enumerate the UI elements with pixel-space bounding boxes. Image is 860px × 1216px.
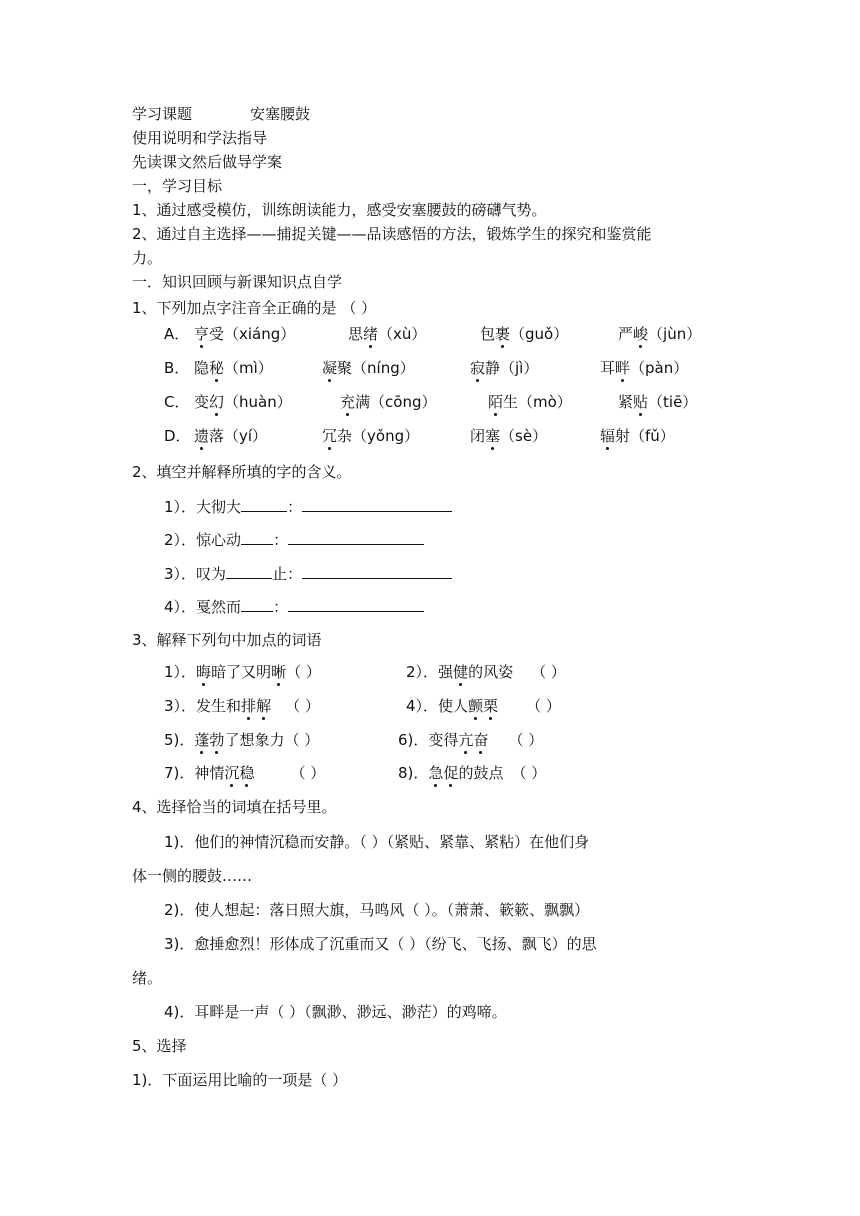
q1-a-item-4: 严峻（jùn）	[618, 325, 702, 343]
q4-item-2: 2)．使人想起：落日照大旗，马鸣风（ ）。（萧萧、簌簌、飘飘）	[164, 901, 590, 919]
q1-a-item-2: 思绪（xù）	[348, 325, 427, 343]
q1-b-item-3: 寂静（jì）	[470, 359, 539, 377]
lesson-title-label: 学习课题	[132, 105, 193, 123]
q1-a-item-3: 包裹（guǒ）	[480, 325, 569, 343]
q4-item-1-line-b: 体一侧的腰鼓……	[132, 867, 253, 885]
explanation-blank[interactable]	[288, 597, 424, 612]
objective-2-line-a: 2、通过自主选择——捕捉关键——品读感悟的方法，锻炼学生的探究和鉴赏能	[132, 225, 652, 243]
q1-option-d	[164, 426, 191, 446]
objectives-heading: 一，学习目标	[132, 177, 223, 195]
explanation-blank[interactable]	[288, 530, 424, 545]
objective-2-line-b: 力。	[132, 249, 163, 267]
q1-d-item-1: 遗落（yí）	[194, 427, 268, 445]
fill-blank[interactable]	[241, 497, 287, 512]
q4-item-3-line-a: 3)．愈捶愈烈！形体成了沉重而又（ ）（纷飞、飞扬、飘飞）的思	[164, 935, 597, 953]
q3-item-7: 7)．神情沉稳 （ ）	[164, 764, 326, 782]
q1-c-item-1: 变幻（huàn）	[194, 393, 292, 411]
fill-blank[interactable]	[241, 530, 273, 545]
lesson-title-line	[132, 104, 310, 124]
question-2-stem: 2、填空并解释所填的字的含义。	[132, 463, 352, 481]
q3-item-6: 6)．变得亢奋 （ ）	[398, 731, 544, 749]
question-5-stem: 5、选择	[132, 1037, 187, 1055]
q1-b-item-1: 隐秘（mì）	[194, 359, 273, 377]
q3-item-4: 4）．使人颤栗 （ ）	[406, 697, 561, 715]
lesson-title-value: 安塞腰鼓	[250, 105, 311, 123]
q4-item-3-line-b: 绪。	[132, 969, 163, 987]
q1-c-item-3: 陌生（mò）	[488, 393, 572, 411]
q3-item-5: 5)．蓬勃了想象力（ ）	[164, 731, 320, 749]
option-label: D．	[164, 427, 191, 445]
option-label: A．	[164, 325, 190, 343]
fill-blank[interactable]	[226, 564, 272, 579]
q4-item-1-line-a: 1)．他们的神情沉稳而安静。（ ）（紧贴、紧靠、紧粘）在他们身	[164, 833, 590, 851]
fill-blank[interactable]	[241, 597, 273, 612]
option-label: C．	[164, 393, 190, 411]
q1-d-item-4: 辐射（fǔ）	[600, 427, 675, 445]
usage-instructions: 使用说明和学法指导	[132, 129, 268, 147]
q1-c-item-4: 紧贴（tiē）	[618, 393, 698, 411]
q1-option-c	[164, 392, 189, 412]
q5-item-1: 1)．下面运用比喻的一项是（ ）	[132, 1071, 348, 1089]
q1-option-a	[164, 324, 189, 344]
q2-item-3: 3）．叹为 止：	[164, 564, 452, 584]
q3-item-1: 1）．晦暗了又明晰（ ）	[164, 663, 321, 681]
section-heading: 一．知识回顾与新课知识点自学	[132, 273, 343, 291]
q1-d-item-2: 冗杂（yǒng）	[322, 427, 420, 445]
q4-item-4: 4)．耳畔是一声（ ）（飘渺、渺远、渺茫）的鸡啼。	[164, 1003, 507, 1021]
q2-item-4: 4）．戛然而 ：	[164, 597, 424, 617]
q2-item-2: 2）．惊心动 ：	[164, 530, 424, 550]
q2-item-1: 1）．大彻大 ：	[164, 497, 452, 517]
explanation-blank[interactable]	[302, 497, 452, 512]
explanation-blank[interactable]	[302, 564, 452, 579]
q1-option-b	[164, 358, 189, 378]
question-3-stem: 3、解释下列句中加点的词语	[132, 631, 322, 649]
question-4-stem: 4、选择恰当的词填在括号里。	[132, 798, 337, 816]
q1-b-item-4: 耳畔（pàn）	[600, 359, 689, 377]
option-label: B．	[164, 359, 190, 377]
q1-d-item-3: 闭塞（sè）	[470, 427, 548, 445]
q1-b-item-2: 凝聚（níng）	[322, 359, 415, 377]
q1-a-item-1: 亨受（xiáng）	[194, 325, 296, 343]
q3-item-3: 3）．发生和排解 （ ）	[164, 697, 320, 715]
q3-item-8: 8)．急促的鼓点 （ ）	[398, 764, 547, 782]
q1-c-item-2: 充满（cōng）	[340, 393, 437, 411]
q3-item-2: 2）．强健的风姿 （ ）	[406, 663, 566, 681]
question-1-stem: 1、下列加点字注音全正确的是 （ ）	[132, 299, 377, 317]
read-first-note: 先读课文然后做导学案	[132, 153, 283, 171]
objective-1: 1、通过感受模仿，训练朗读能力，感受安塞腰鼓的磅礴气势。	[132, 201, 547, 219]
